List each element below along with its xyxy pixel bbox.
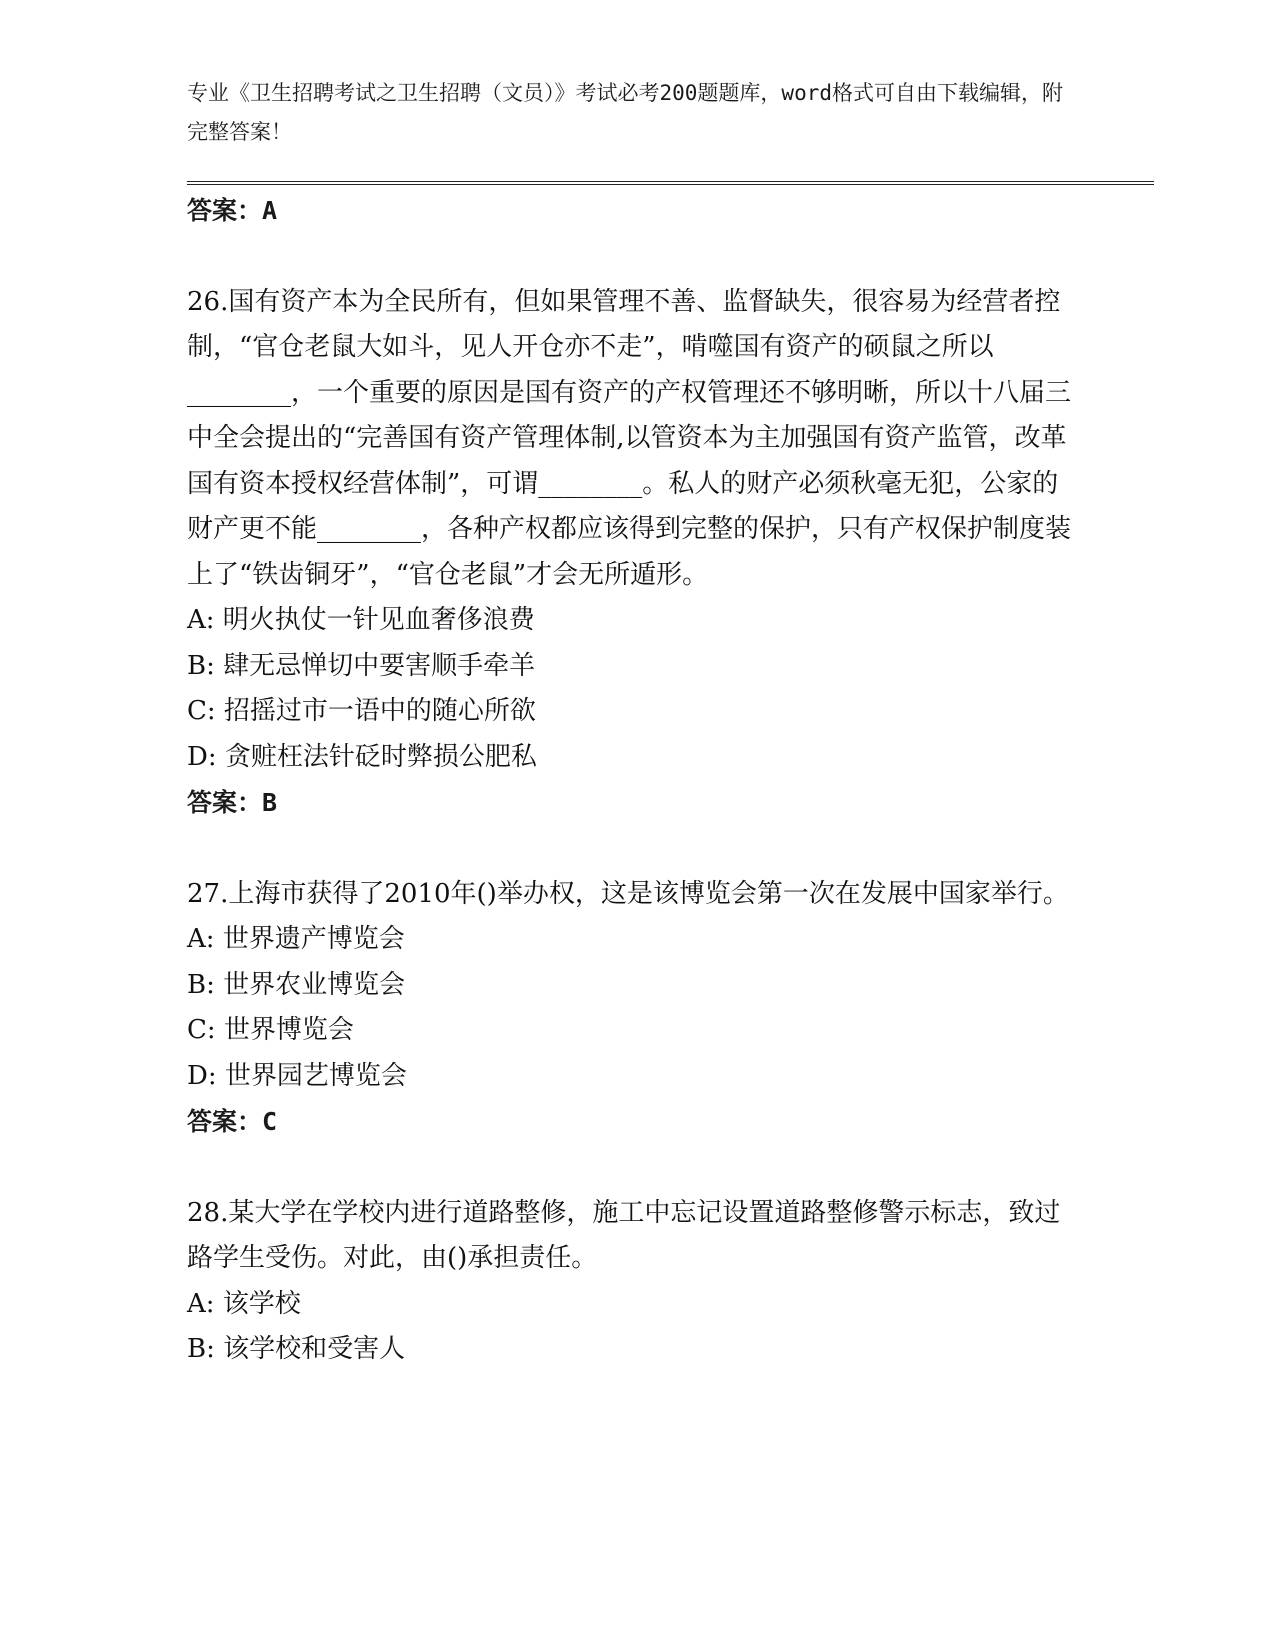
answer-line [187,780,1077,826]
answer-value: B [262,788,278,817]
question-number: 26. [187,286,229,317]
question-number: 28. [187,1197,229,1228]
answer-label: 答案： [187,196,263,225]
header-rule-top [187,181,1154,182]
option-a: A: 明火执仗一针见血奢侈浪费 [187,605,535,635]
option-b: B: 该学校和受害人 [187,1334,406,1364]
question-stem: 上海市获得了2010年()举办权，这是该博览会第一次在发展中国家举行。 [228,878,1069,909]
answer-line [187,1099,1077,1145]
question-text [187,1191,1077,1282]
header-rule-bottom [187,184,1154,185]
question-stem: 国有资产本为全民所有，但如果管理不善、监督缺失，很容易为经营者控制，“官仓老鼠大如斗，见人开仓亦不走”，啃噬国有资产的硕鼠之所以________，一个重要的原因是国有资产的产权管理还不够明晰，所以十八届三中全会提出的“完善国有资产管理体制,以管资本为主加强国有资产监管，改革国有资本授权经营体制”，可谓________。私人的财产必须秋毫无犯，公家的财产更不能________，各种产权都应该得到完整的保护，只有产权保护制度装上了“铁齿铜牙”，“官仓老鼠”才会无所遁形。 [187,286,1072,590]
question-number: 27. [187,878,229,909]
option-a: A: 世界遗产博览会 [187,924,405,954]
question-27 [187,872,1077,1145]
option-c: C: 世界博览会 [187,1015,354,1045]
question-28 [187,1191,1077,1373]
question-stem: 某大学在学校内进行道路整修，施工中忘记设置道路整修警示标志，致过路学生受伤。对此，由()承担责任。 [187,1197,1061,1273]
document-header: 专业《卫生招聘考试之卫生招聘（文员）》考试必考200题题库，word格式可自由下载编辑，附完整答案！ [187,81,1063,144]
document-body [187,188,1077,1373]
question-text [187,280,1077,599]
option-b: B: 世界农业博览会 [187,969,406,1000]
answer-label: 答案： [187,788,263,817]
answer-value: C [262,1107,278,1136]
option-a: A: 该学校 [187,1288,301,1319]
option-d: D: 世界园艺博览会 [187,1060,407,1091]
option-c: C: 招摇过市一语中的随心所欲 [187,696,536,726]
answer-line [187,188,1077,234]
question-text [187,872,1077,918]
answer-value: A [262,196,278,225]
option-d: D: 贪赃枉法针砭时弊损公肥私 [187,741,537,772]
question-26 [187,280,1077,826]
answer-label: 答案： [187,1107,263,1136]
option-b: B: 肆无忌惮切中要害顺手牵羊 [187,650,536,681]
